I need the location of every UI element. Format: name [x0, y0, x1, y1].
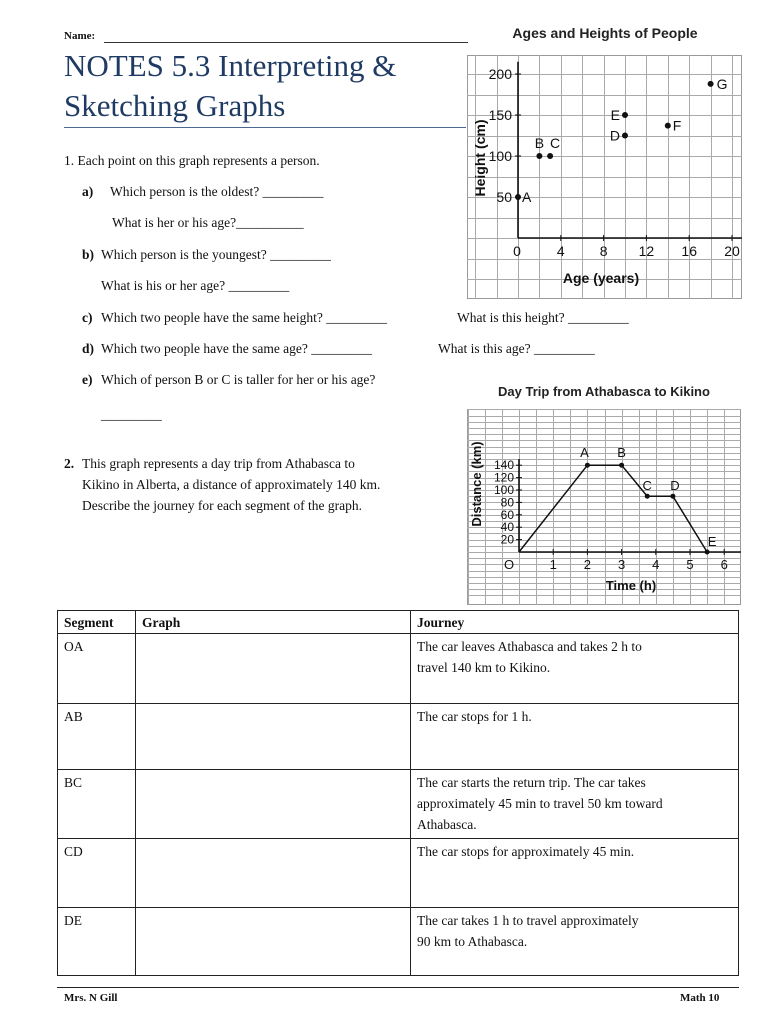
chart1-point-b	[536, 153, 542, 159]
chart2-point-a	[585, 463, 590, 468]
name-label: Name:	[64, 30, 96, 42]
header-segment: Segment	[58, 611, 136, 634]
q1e-label: e)	[82, 372, 93, 387]
chart2-x-tick-label: 2	[583, 557, 592, 572]
chart1-point-label: C	[550, 135, 561, 151]
chart2-y-tick-label: 120	[493, 470, 514, 485]
q2-paragraph	[82, 453, 380, 516]
chart1-x-tick-label: 12	[638, 243, 655, 259]
segment-cell: AB	[58, 704, 136, 770]
chart2-point-label: E	[707, 534, 717, 549]
chart2-y-tick-label: 60	[500, 507, 514, 522]
table-row	[58, 839, 739, 908]
chart1-x-tick-label: 4	[556, 243, 565, 259]
chart2-x-tick-label: 4	[652, 557, 660, 572]
chart1-x-tick-label: 16	[681, 243, 697, 259]
chart2-x-axis-label: Time (h)	[605, 578, 657, 593]
graph-cell	[136, 839, 411, 908]
chart1-point-label: D	[609, 127, 620, 144]
journey-cell	[411, 770, 739, 839]
chart2-x-tick-label: 6	[720, 557, 728, 572]
journey-line: approximately 45 min to travel 50 km toward	[417, 796, 663, 811]
chart2-point-label: A	[580, 445, 589, 461]
chart2-y-axis-label: Distance (km)	[469, 441, 484, 527]
q1a2-text: What is her or his age?__________	[112, 215, 304, 230]
q1b-text: Which person is the youngest? _________	[101, 247, 331, 262]
title-divider	[64, 127, 466, 128]
name-blank-line	[104, 42, 468, 43]
chart1-y-tick-label: 100	[488, 148, 512, 164]
segment-cell: OA	[58, 634, 136, 704]
q2-line-1: This graph represents a day trip from Athabasca to	[82, 456, 355, 471]
footer-divider	[57, 987, 739, 988]
journey-cell	[411, 634, 739, 704]
chart1-y-tick-label: 50	[496, 189, 512, 205]
table-row	[58, 704, 739, 770]
chart1-point-g	[708, 81, 714, 87]
chart2-point-b	[619, 463, 624, 468]
graph-cell	[136, 908, 411, 976]
q1b-label: b)	[82, 247, 95, 262]
q1e-blank: _________	[101, 407, 162, 422]
title-line-1: NOTES 5.3 Interpreting &	[64, 48, 397, 83]
segment-cell: CD	[58, 839, 136, 908]
journey-line: travel 140 km to Kikino.	[417, 660, 551, 675]
chart2-y-tick-label: 100	[493, 483, 514, 497]
journey-line: 90 km to Athabasca.	[417, 934, 528, 949]
journey-line: The car takes 1 h to travel approximately	[417, 913, 639, 928]
q2-line-3: Describe the journey for each segment of the graph.	[82, 498, 363, 513]
q1e-text: Which of person B or C is taller for her or his age?	[101, 372, 376, 387]
chart1-point-d	[622, 133, 628, 139]
segment-cell: DE	[58, 908, 136, 976]
chart1-point-label: E	[610, 107, 620, 123]
journey-line: The car leaves Athabasca and takes 2 h to	[417, 639, 642, 654]
journey-line: The car starts the return trip. The car takes	[417, 775, 646, 790]
chart1-point-f	[665, 123, 671, 129]
q1d-text: Which two people have the same age? _________	[101, 341, 373, 356]
chart1-y-tick-label: 150	[488, 107, 512, 123]
chart1-x-tick-label: 0	[513, 243, 521, 259]
chart2-point-label: B	[617, 445, 626, 461]
graph-cell	[136, 704, 411, 770]
chart1-point-e	[622, 112, 628, 118]
chart2-y-tick-label: 80	[500, 495, 514, 510]
chart2-y-tick-label: 20	[500, 532, 514, 547]
q2-line-2: Kikino in Alberta, a distance of approximately 140 km.	[82, 477, 381, 492]
journey-cell	[411, 839, 739, 908]
chart2-point-c	[645, 494, 650, 499]
q1c-label: c)	[82, 310, 93, 325]
chart1-point-a	[515, 194, 521, 200]
chart2-point-label: C	[642, 478, 652, 494]
chart2-title: Day Trip from Athabasca to Kikino	[498, 384, 710, 399]
graph-cell	[136, 634, 411, 704]
journey-cell	[411, 908, 739, 976]
header-journey: Journey	[411, 611, 739, 634]
q1d-label: d)	[82, 341, 95, 356]
chart1-point-label: B	[534, 135, 545, 151]
chart1-y-tick-label: 200	[488, 66, 512, 82]
chart1-point-label: A	[522, 189, 532, 205]
segment-table	[57, 610, 739, 976]
chart1-x-tick-label: 20	[724, 243, 740, 259]
chart1-point-label: F	[672, 117, 682, 134]
chart2-x-tick-label: 1	[549, 557, 557, 572]
table-row	[58, 634, 739, 704]
chart2-point-e	[705, 550, 710, 555]
chart1-point-label: G	[716, 75, 728, 92]
ages-heights-chart	[467, 55, 742, 299]
q2-number: 2.	[64, 456, 75, 471]
journey-line: The car stops for 1 h.	[417, 709, 532, 724]
chart2-x-tick-label: 3	[617, 557, 626, 572]
title-line-2: Sketching Graphs	[64, 88, 286, 123]
chart2-origin-label: O	[503, 557, 515, 572]
table-row	[58, 908, 739, 976]
chart2-x-tick-label: 5	[686, 557, 694, 572]
footer-course: Math 10	[680, 992, 720, 1004]
q1b2-text: What is his or her age? _________	[101, 278, 290, 293]
chart1-title: Ages and Heights of People	[512, 25, 698, 41]
segment-cell: BC	[58, 770, 136, 839]
journey-line: The car stops for approximately 45 min.	[417, 844, 635, 859]
table-header-row	[58, 611, 739, 634]
day-trip-chart	[467, 409, 741, 605]
chart1-point-c	[547, 153, 553, 159]
chart2-point-label: D	[670, 478, 680, 494]
q1c-text: Which two people have the same height? _________	[101, 310, 388, 325]
q1c2-text: What is this height? _________	[457, 310, 629, 325]
chart1-x-axis-label: Age (years)	[562, 270, 640, 286]
table-row	[58, 770, 739, 839]
journey-line: Athabasca.	[417, 817, 477, 832]
page-title	[64, 46, 464, 126]
chart1-y-axis-label: Height (cm)	[472, 119, 488, 197]
graph-cell	[136, 770, 411, 839]
q1-prompt: 1. Each point on this graph represents a person.	[64, 153, 320, 168]
journey-cell	[411, 704, 739, 770]
chart2-y-tick-label: 40	[500, 520, 514, 535]
chart2-point-d	[670, 494, 675, 499]
header-graph: Graph	[136, 611, 411, 634]
chart1-x-tick-label: 8	[599, 243, 608, 259]
q1a-text: Which person is the oldest? _________	[110, 184, 324, 199]
chart2-y-tick-label: 140	[493, 458, 514, 473]
footer-teacher: Mrs. N Gill	[64, 992, 118, 1004]
q1a-label: a)	[82, 184, 94, 199]
q1d2-text: What is this age? _________	[438, 341, 595, 356]
